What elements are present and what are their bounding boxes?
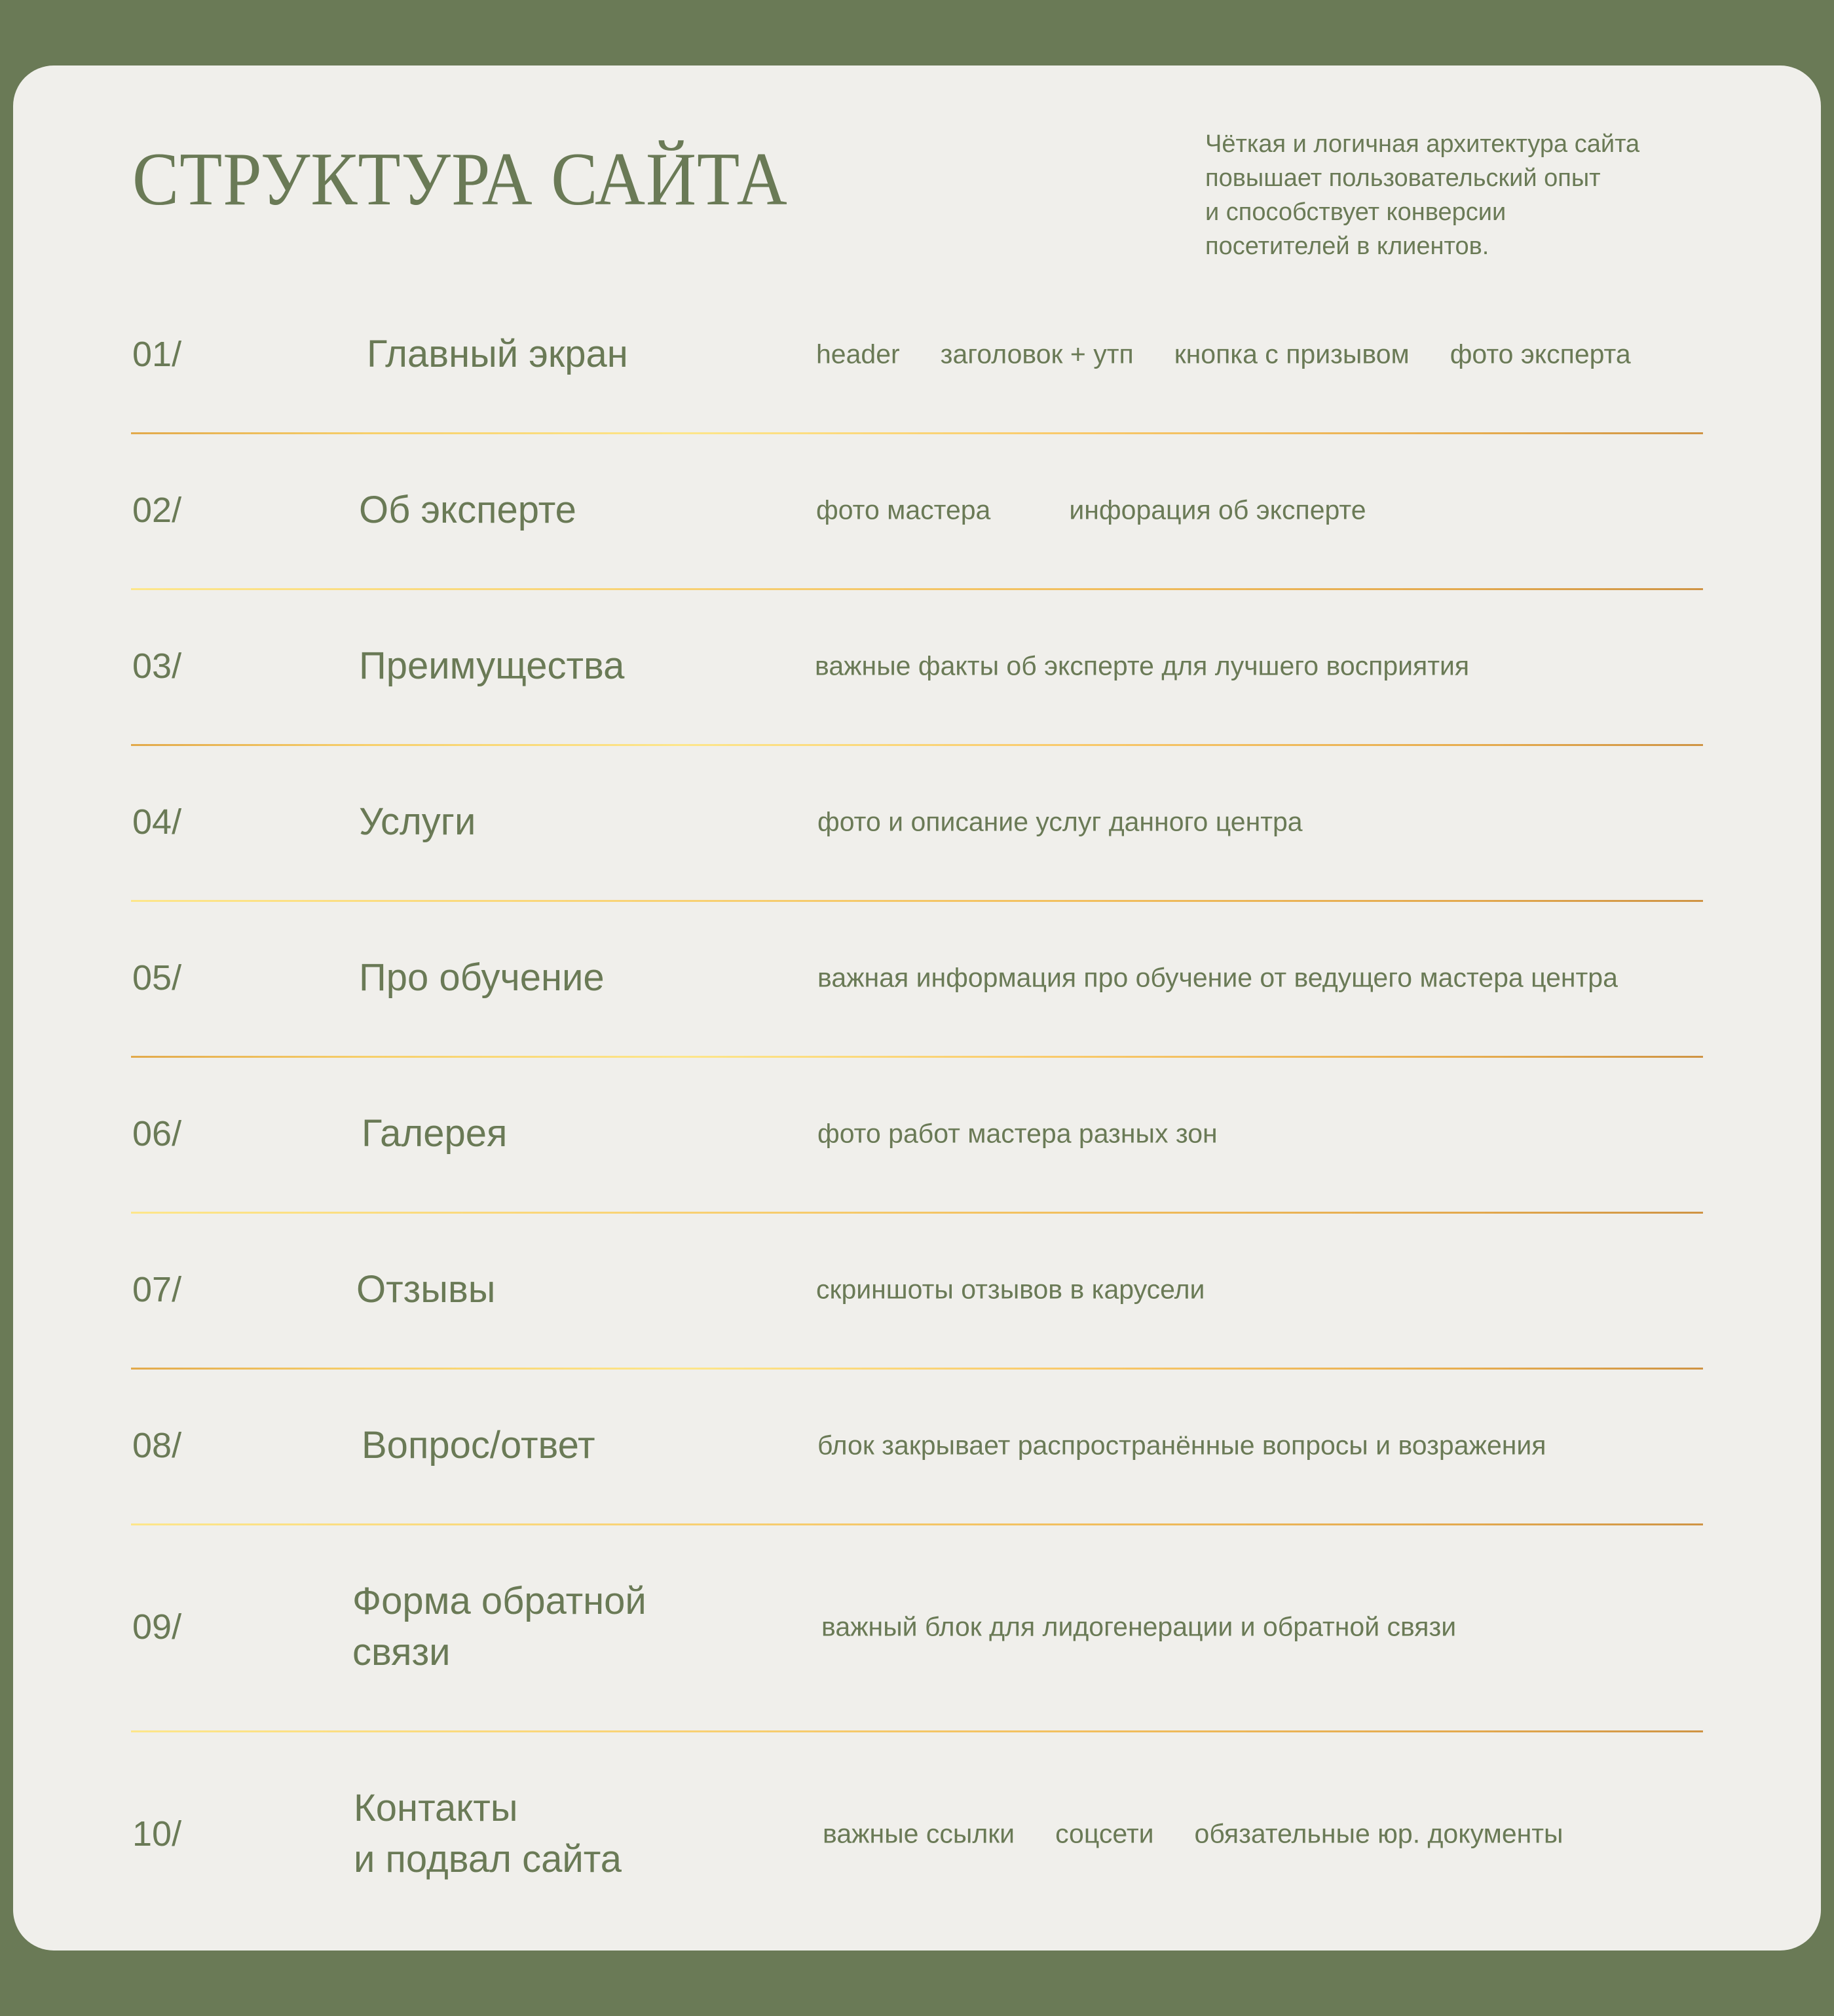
section-tag: фото мастера (816, 495, 991, 525)
section-tag: header (816, 339, 900, 369)
section-divider (131, 1523, 1703, 1525)
section-number: 03/ (132, 646, 182, 686)
section-name-line: связи (352, 1631, 451, 1673)
section-name-line: Услуги (359, 800, 476, 843)
section-divider (131, 900, 1703, 902)
section-tag: заголовок + утп (940, 339, 1134, 369)
section-tag: соцсети (1055, 1818, 1154, 1849)
section-name (356, 1264, 495, 1315)
section-name (359, 952, 605, 1003)
section-name-line: Контакты (354, 1787, 518, 1829)
section-name (359, 796, 476, 848)
section-name-line: Форма обратной (352, 1580, 646, 1622)
section-name (359, 485, 576, 536)
section-number: 08/ (132, 1426, 182, 1465)
section-tags (817, 1430, 1546, 1461)
section-tag: фото эксперта (1450, 339, 1631, 369)
section-name-line: Вопрос/ответ (362, 1424, 595, 1466)
section-number: 01/ (132, 335, 182, 374)
section-divider (131, 1212, 1703, 1214)
subtitle-line: Чёткая и логичная архитектура сайта (1205, 130, 1640, 158)
section-tags (816, 339, 1631, 370)
section-tags (823, 1819, 1563, 1850)
page-title: СТРУКТУРА САЙТА (132, 138, 788, 221)
section-tag: фото работ мастера разных зон (817, 1118, 1218, 1149)
section-name (359, 641, 624, 692)
section-name-line: Преимущества (359, 644, 625, 687)
section-number: 09/ (132, 1607, 182, 1647)
section-name-line: Об эксперте (359, 489, 576, 531)
section-tag: инфорация об эксперте (1069, 495, 1366, 525)
section-number: 10/ (132, 1814, 182, 1854)
page-subtitle (1205, 127, 1742, 263)
section-name-line: Главный экран (367, 333, 628, 375)
section-name-line: Про обучение (359, 956, 605, 999)
section-tag: кнопка с призывом (1174, 339, 1410, 369)
section-number: 02/ (132, 491, 182, 530)
section-divider (131, 1730, 1703, 1732)
subtitle-line: и способствует конверсии (1205, 198, 1506, 226)
section-tag: скриншоты отзывов в карусели (816, 1274, 1205, 1305)
section-name (367, 329, 628, 380)
section-tag: важная информация про обучение от ведущего мастера центра (817, 962, 1618, 993)
section-name (354, 1783, 622, 1885)
section-tags (817, 963, 1618, 994)
section-divider (131, 744, 1703, 746)
section-tag: обязательные юр. документы (1194, 1818, 1563, 1849)
section-tag: фото и описание услуг данного центра (817, 806, 1303, 837)
section-name (352, 1576, 646, 1678)
section-divider (131, 1368, 1703, 1370)
section-number: 06/ (132, 1114, 182, 1153)
section-tag: важные ссылки (823, 1818, 1015, 1849)
section-divider (131, 1056, 1703, 1058)
section-name (362, 1420, 595, 1471)
section-name-line: Отзывы (356, 1268, 496, 1311)
section-tags (816, 1275, 1205, 1305)
section-tag: блок закрывает распространённые вопросы и возражения (817, 1430, 1546, 1461)
section-tags (815, 651, 1469, 682)
section-number: 05/ (132, 958, 182, 998)
section-tags (817, 1119, 1218, 1149)
section-tags (821, 1612, 1456, 1643)
subtitle-line: посетителей в клиентов. (1205, 233, 1489, 260)
section-divider (131, 432, 1703, 434)
section-name-line: и подвал сайта (354, 1838, 622, 1880)
subtitle-line: повышает пользовательский опыт (1205, 164, 1601, 192)
section-tag: важный блок для лидогенерации и обратной связи (821, 1611, 1457, 1642)
section-name (362, 1108, 507, 1159)
section-number: 04/ (132, 802, 182, 842)
section-tags (817, 807, 1303, 838)
section-number: 07/ (132, 1270, 182, 1309)
section-tags (816, 495, 1366, 526)
section-divider (131, 588, 1703, 590)
section-name-line: Галерея (362, 1112, 508, 1155)
section-tag: важные факты об эксперте для лучшего восприятия (815, 650, 1470, 681)
